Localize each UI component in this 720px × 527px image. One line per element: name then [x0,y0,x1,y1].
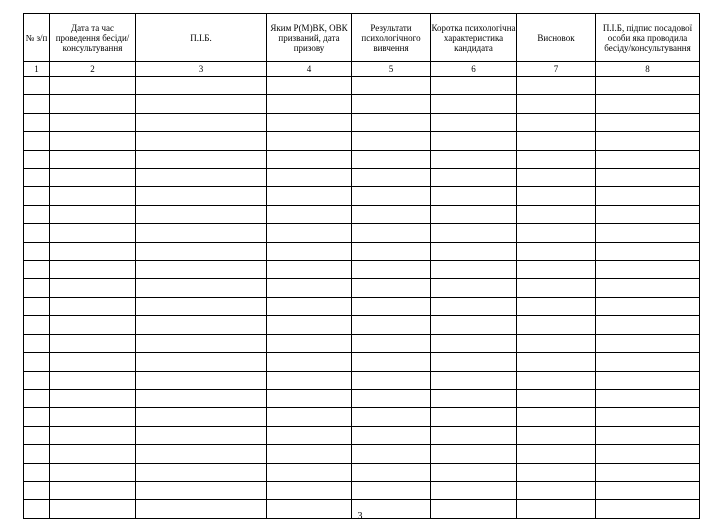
column-number: 8 [596,62,700,77]
table-cell [431,261,517,279]
table-cell [50,77,136,95]
table-cell [517,371,596,389]
table-cell [596,150,700,168]
table-cell [24,445,50,463]
table-cell [517,242,596,260]
table-cell [24,316,50,334]
table-row [24,279,700,297]
table-cell [596,261,700,279]
table-cell [50,224,136,242]
table-cell [596,77,700,95]
table-cell [352,77,431,95]
table-cell [50,389,136,407]
table-cell [267,95,352,113]
table-cell [517,169,596,187]
table-cell [517,261,596,279]
table-cell [267,205,352,223]
column-number: 1 [24,62,50,77]
table-cell [24,279,50,297]
table-cell [517,389,596,407]
table-cell [136,389,267,407]
col-header-recruitment-office: Яким Р(М)ВК, ОВК призваний, дата призову [267,14,352,62]
table-cell [50,481,136,499]
table-cell [352,187,431,205]
table-cell [24,169,50,187]
table-cell [24,463,50,481]
table-cell [50,95,136,113]
table-cell [24,371,50,389]
table-row [24,481,700,499]
table-cell [517,408,596,426]
table-cell [24,205,50,223]
table-cell [24,150,50,168]
table-cell [352,426,431,444]
table-cell [24,353,50,371]
table-cell [517,77,596,95]
table-row [24,95,700,113]
table-cell [24,426,50,444]
table-cell [352,224,431,242]
table-cell [50,113,136,131]
col-header-conclusion: Висновок [517,14,596,62]
table-cell [267,77,352,95]
table-cell [596,187,700,205]
table-cell [267,463,352,481]
table-cell [267,389,352,407]
table-cell [431,353,517,371]
table-row [24,224,700,242]
table-cell [50,426,136,444]
table-cell [50,187,136,205]
table-cell [352,132,431,150]
table-cell [352,279,431,297]
table-cell [24,481,50,499]
table-cell [596,132,700,150]
table-cell [596,353,700,371]
table-cell [431,426,517,444]
table-cell [24,113,50,131]
table-cell [596,371,700,389]
table-cell [431,224,517,242]
table-cell [596,445,700,463]
table-row [24,205,700,223]
table-cell [431,95,517,113]
table-cell [352,353,431,371]
table-cell [352,316,431,334]
col-header-number: № з/п [24,14,50,62]
table-cell [267,150,352,168]
col-header-official-signature: П.І.Б, підпис посадової особи яка проводила бесіду/консультування [596,14,700,62]
table-cell [136,261,267,279]
table-cell [267,187,352,205]
table-cell [24,224,50,242]
table-row [24,297,700,315]
table-cell [24,242,50,260]
table-cell [352,445,431,463]
table-cell [431,371,517,389]
table-row [24,242,700,260]
table-cell [50,316,136,334]
table-cell [136,316,267,334]
table-cell [517,132,596,150]
table-cell [267,297,352,315]
table-cell [596,279,700,297]
table-cell [352,169,431,187]
table-cell [352,150,431,168]
table-row [24,463,700,481]
table-cell [517,463,596,481]
table-cell [136,279,267,297]
table-cell [24,334,50,352]
table-cell [24,261,50,279]
table-cell [136,224,267,242]
table-cell [267,261,352,279]
table-row [24,77,700,95]
table-cell [136,371,267,389]
table-cell [136,408,267,426]
table-cell [24,77,50,95]
table-cell [50,408,136,426]
table-cell [352,242,431,260]
table-cell [24,95,50,113]
table-cell [136,445,267,463]
table-cell [352,334,431,352]
table-cell [431,389,517,407]
table-cell [50,334,136,352]
column-number: 2 [50,62,136,77]
table-cell [136,463,267,481]
table-cell [431,132,517,150]
col-header-datetime: Дата та час проведення бесіди/ консультування [50,14,136,62]
table-row [24,334,700,352]
table-row [24,113,700,131]
table-cell [136,297,267,315]
column-number: 3 [136,62,267,77]
table-cell [596,242,700,260]
table-cell [431,205,517,223]
table-cell [267,169,352,187]
table-cell [136,77,267,95]
table-cell [517,205,596,223]
table-cell [352,95,431,113]
table-cell [267,334,352,352]
table-cell [267,279,352,297]
table-cell [136,187,267,205]
table-cell [517,353,596,371]
table-row [24,316,700,334]
table-cell [136,353,267,371]
table-cell [596,169,700,187]
table-cell [352,261,431,279]
table-cell [50,132,136,150]
table-cell [352,371,431,389]
table-cell [267,408,352,426]
table-cell [136,242,267,260]
table-cell [50,261,136,279]
table-cell [136,481,267,499]
table-cell [596,426,700,444]
table-cell [517,445,596,463]
table-cell [517,224,596,242]
table-cell [50,371,136,389]
column-number: 6 [431,62,517,77]
table-cell [352,113,431,131]
table-cell [267,445,352,463]
table-cell [24,132,50,150]
column-number: 5 [352,62,431,77]
table-row [24,150,700,168]
column-number-row [24,62,700,77]
table-cell [431,150,517,168]
table-cell [596,481,700,499]
table-row [24,408,700,426]
col-header-characteristic: Коротка психологічна характеристика кандидата [431,14,517,62]
table-cell [596,334,700,352]
table-cell [517,316,596,334]
table-cell [431,334,517,352]
table-cell [596,297,700,315]
col-header-full-name: П.І.Б. [136,14,267,62]
table-cell [50,150,136,168]
table-cell [431,445,517,463]
table-cell [136,334,267,352]
table-cell [50,297,136,315]
table-cell [24,408,50,426]
table-cell [431,463,517,481]
table-cell [431,77,517,95]
table-cell [267,224,352,242]
table-cell [267,481,352,499]
table-cell [596,205,700,223]
table-cell [267,371,352,389]
col-header-psych-results: Результати психологічного вивчення [352,14,431,62]
table-cell [50,205,136,223]
column-number: 4 [267,62,352,77]
table-cell [136,132,267,150]
table-cell [24,389,50,407]
table-cell [352,463,431,481]
table-cell [136,205,267,223]
table-cell [136,113,267,131]
table-cell [352,389,431,407]
table-cell [267,132,352,150]
table-cell [431,297,517,315]
table-cell [517,279,596,297]
table-cell [596,316,700,334]
page-number: 3 [357,511,363,522]
table-cell [517,426,596,444]
table-cell [431,242,517,260]
table-cell [136,95,267,113]
table-cell [24,187,50,205]
table-cell [267,426,352,444]
table-cell [50,353,136,371]
table-cell [596,95,700,113]
column-number: 7 [517,62,596,77]
table-cell [267,316,352,334]
table-cell [267,353,352,371]
table-row [24,371,700,389]
table-cell [352,297,431,315]
table-cell [136,169,267,187]
table-cell [50,445,136,463]
table-cell [596,463,700,481]
table-row [24,353,700,371]
table-cell [596,224,700,242]
table-cell [596,113,700,131]
table-cell [596,408,700,426]
table-cell [267,113,352,131]
table-row [24,169,700,187]
table-cell [136,426,267,444]
table-cell [431,169,517,187]
table-cell [352,408,431,426]
table-cell [596,389,700,407]
table-cell [431,113,517,131]
table-cell [136,150,267,168]
table-cell [431,316,517,334]
table-row [24,132,700,150]
table-cell [431,187,517,205]
table-cell [431,481,517,499]
table-cell [24,297,50,315]
table-row [24,426,700,444]
table-cell [517,187,596,205]
table-cell [50,279,136,297]
header-row [24,14,700,62]
table-cell [517,297,596,315]
table-cell [517,113,596,131]
table-cell [517,481,596,499]
table-cell [50,169,136,187]
table-cell [352,481,431,499]
table-row [24,187,700,205]
table-row [24,445,700,463]
table-cell [517,150,596,168]
table-cell [517,95,596,113]
table-cell [50,242,136,260]
table-cell [431,408,517,426]
table-cell [267,242,352,260]
table-row [24,261,700,279]
table-cell [517,334,596,352]
table-cell [50,463,136,481]
table-cell [352,205,431,223]
table-row [24,389,700,407]
table-cell [431,279,517,297]
register-table [23,13,700,519]
